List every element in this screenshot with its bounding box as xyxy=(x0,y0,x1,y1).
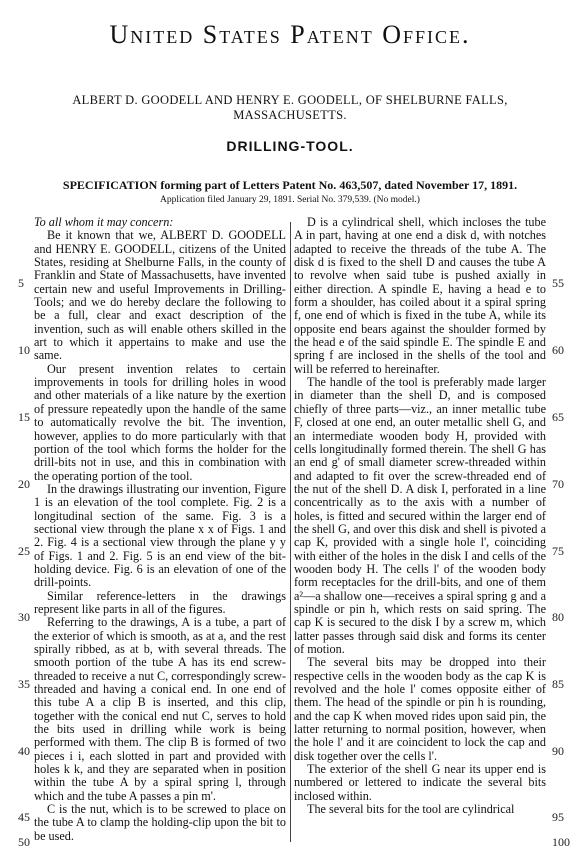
line-number: 45 xyxy=(18,810,30,824)
paragraph: In the drawings illustrating our invention, Figure 1 is an elevation of the tool complete. Fig. 2 is a longitudinal section of the same. Fig. 3 is a sectional view through the plane x x of Figs. 1 and 2. Fig. 4 is a sectional view through the plane y y of Figs. 1 and 2. Fig. 5 is an end view of the bit-holding device. Fig. 6 is an elevation of one of the drill-points. xyxy=(34,481,286,590)
paragraph: Be it known that we, ALBERT D. GOODELL and HENRY E. GOODELL, citizens of the United States, residing at Shelburne Falls, in the county of Franklin and State of Massachusetts, have invented certain new and useful Improvements in Drilling-Tools; and we do hereby declare the following to be a full, clear and exact description of the invention, such as will enable others skilled in the art to which it appertains to make and use the same. xyxy=(34,228,286,363)
paragraph: C is the nut, which is to be screwed to place on the tube A to clamp the holding-clip upon the bit to be used. xyxy=(34,802,286,843)
left-column xyxy=(34,216,286,843)
paragraph: Referring to the drawings, A is a tube, a part of the exterior of which is smooth, as at a, and the rest spirally ribbed, as at b, with several threads. The smooth portion of the tube A has its end screw-threaded to receive a nut C, correspondingly screw-threaded and having a conical end. In one end of this tube A a clip B is inserted, and this clip, together with the conical end nut C, serves to hold the bits used in drilling while work is being performed with them. The clip B is formed of two pieces i i, each slotted in part and provided with holes k k, and they are separated when in position within the tube A by a spiral spring l, through which and the tube A passes a pin m'. xyxy=(34,615,286,803)
line-number: 55 xyxy=(552,276,564,290)
line-number: 35 xyxy=(18,677,30,691)
line-number: 85 xyxy=(552,677,564,691)
spec-prefix: SPECIFICATION forming part of Letters Patent No. xyxy=(62,178,337,192)
paragraph: D is a cylindrical shell, which incloses the tube A in part, having at one end a disk d, with notches adapted to receive the threads of the tube A. The disk d is fixed to the shell D and causes the tube A to revolve when said tube is pushed axially in either direction. A spindle E, having a head e to form a shoulder, has coiled about it a spiral spring f, one end of which is fixed in the tube A, while its opposite end bears against the shoulder formed by the head e of the said spindle E. The spindle E and spring f are inclosed in the shells of the tool and will be referred to hereinafter. xyxy=(294,215,546,376)
line-number: 40 xyxy=(18,744,30,758)
patent-number: 463,507 xyxy=(339,178,379,192)
paragraph: The exterior of the shell G near its upper end is numbered or lettered to indicate the several bits inclosed within. xyxy=(294,762,546,803)
spec-suffix: , dated November 17, 1891. xyxy=(378,178,518,192)
line-number: 30 xyxy=(18,610,30,624)
line-number: 10 xyxy=(18,343,30,357)
office-title: United States Patent Office. xyxy=(109,20,471,49)
paragraph: The handle of the tool is preferably made larger in diameter than the shell D, and is composed chiefly of three parts—viz., an inner metallic tube F, closed at one end, an outer metallic shell G, and an intermediate wooden body H, provided with cells longitudinally formed therein. The shell G has an end g' of small diameter screw-threaded within and adapted to fit over the screw-threaded end of the nut of the shell D. A disk I, perforated in a line concentrically as to the axis with a number of holes, is fitted and secured within the larger end of the shell G, and over this disk and shell is pivoted a cap K, provided with a single hole l', coinciding with either of the holes in the disk I and cells of the wooden body H. The cells l' of the wooden body form receptacles for the drill-bits, and one of them a²—a shallow one—receives a spiral spring g and a spindle or pin h, which rests on said spring. The cap K is secured to the disk I by a screw m, which latter passes through said disk and forms its center of motion. xyxy=(294,375,546,656)
line-number: 50 xyxy=(18,835,30,849)
specification-line xyxy=(0,178,580,193)
line-number: 15 xyxy=(18,410,30,424)
right-column xyxy=(294,216,546,816)
line-number: 65 xyxy=(552,410,564,424)
line-number: 60 xyxy=(552,343,564,357)
document-title: DRILLING-TOOL. xyxy=(226,138,354,154)
paragraph: The several bits for the tool are cylindrical xyxy=(307,802,515,817)
application-filed-line: Application filed January 29, 1891. Serial No. 379,539. (No model.) xyxy=(160,195,420,205)
line-number: 25 xyxy=(18,544,30,558)
line-number: 95 xyxy=(552,810,564,824)
line-number: 70 xyxy=(552,477,564,491)
line-number: 75 xyxy=(552,544,564,558)
line-number: 5 xyxy=(18,276,24,290)
column-divider xyxy=(290,222,291,842)
line-number: 80 xyxy=(552,610,564,624)
paragraph: Similar reference-letters in the drawings represent like parts in all of the figures. xyxy=(34,588,286,616)
paragraph: The several bits may be dropped into their respective cells in the wooden body as the cap K is revolved and the hole l' comes opposite either of them. The head of the spindle or pin h is rounding, and the cap K when moved rides upon said pin, the latter returning to normal position, however, when the hole l' and it are coincident to lock the cap and disk together over the cells l'. xyxy=(294,655,546,763)
line-number: 90 xyxy=(552,744,564,758)
line-number: 20 xyxy=(18,477,30,491)
paragraph: Our present invention relates to certain improvements in tools for drilling holes in wood and other materials of a like nature by the exertion of pressure repeatedly upon the handle of the same to automatically revolve the bit. The invention, however, applies to do more particularly with that portion of the tool which forms the holder for the drill-bits not in use, and this in combination with the operating portion of the tool. xyxy=(34,361,286,483)
inventors-line: ALBERT D. GOODELL AND HENRY E. GOODELL, OF SHELBURNE FALLS, MASSACHUSETTS. xyxy=(72,93,508,122)
salutation: To all whom it may concern: xyxy=(34,215,174,229)
line-number: 100 xyxy=(552,835,570,849)
